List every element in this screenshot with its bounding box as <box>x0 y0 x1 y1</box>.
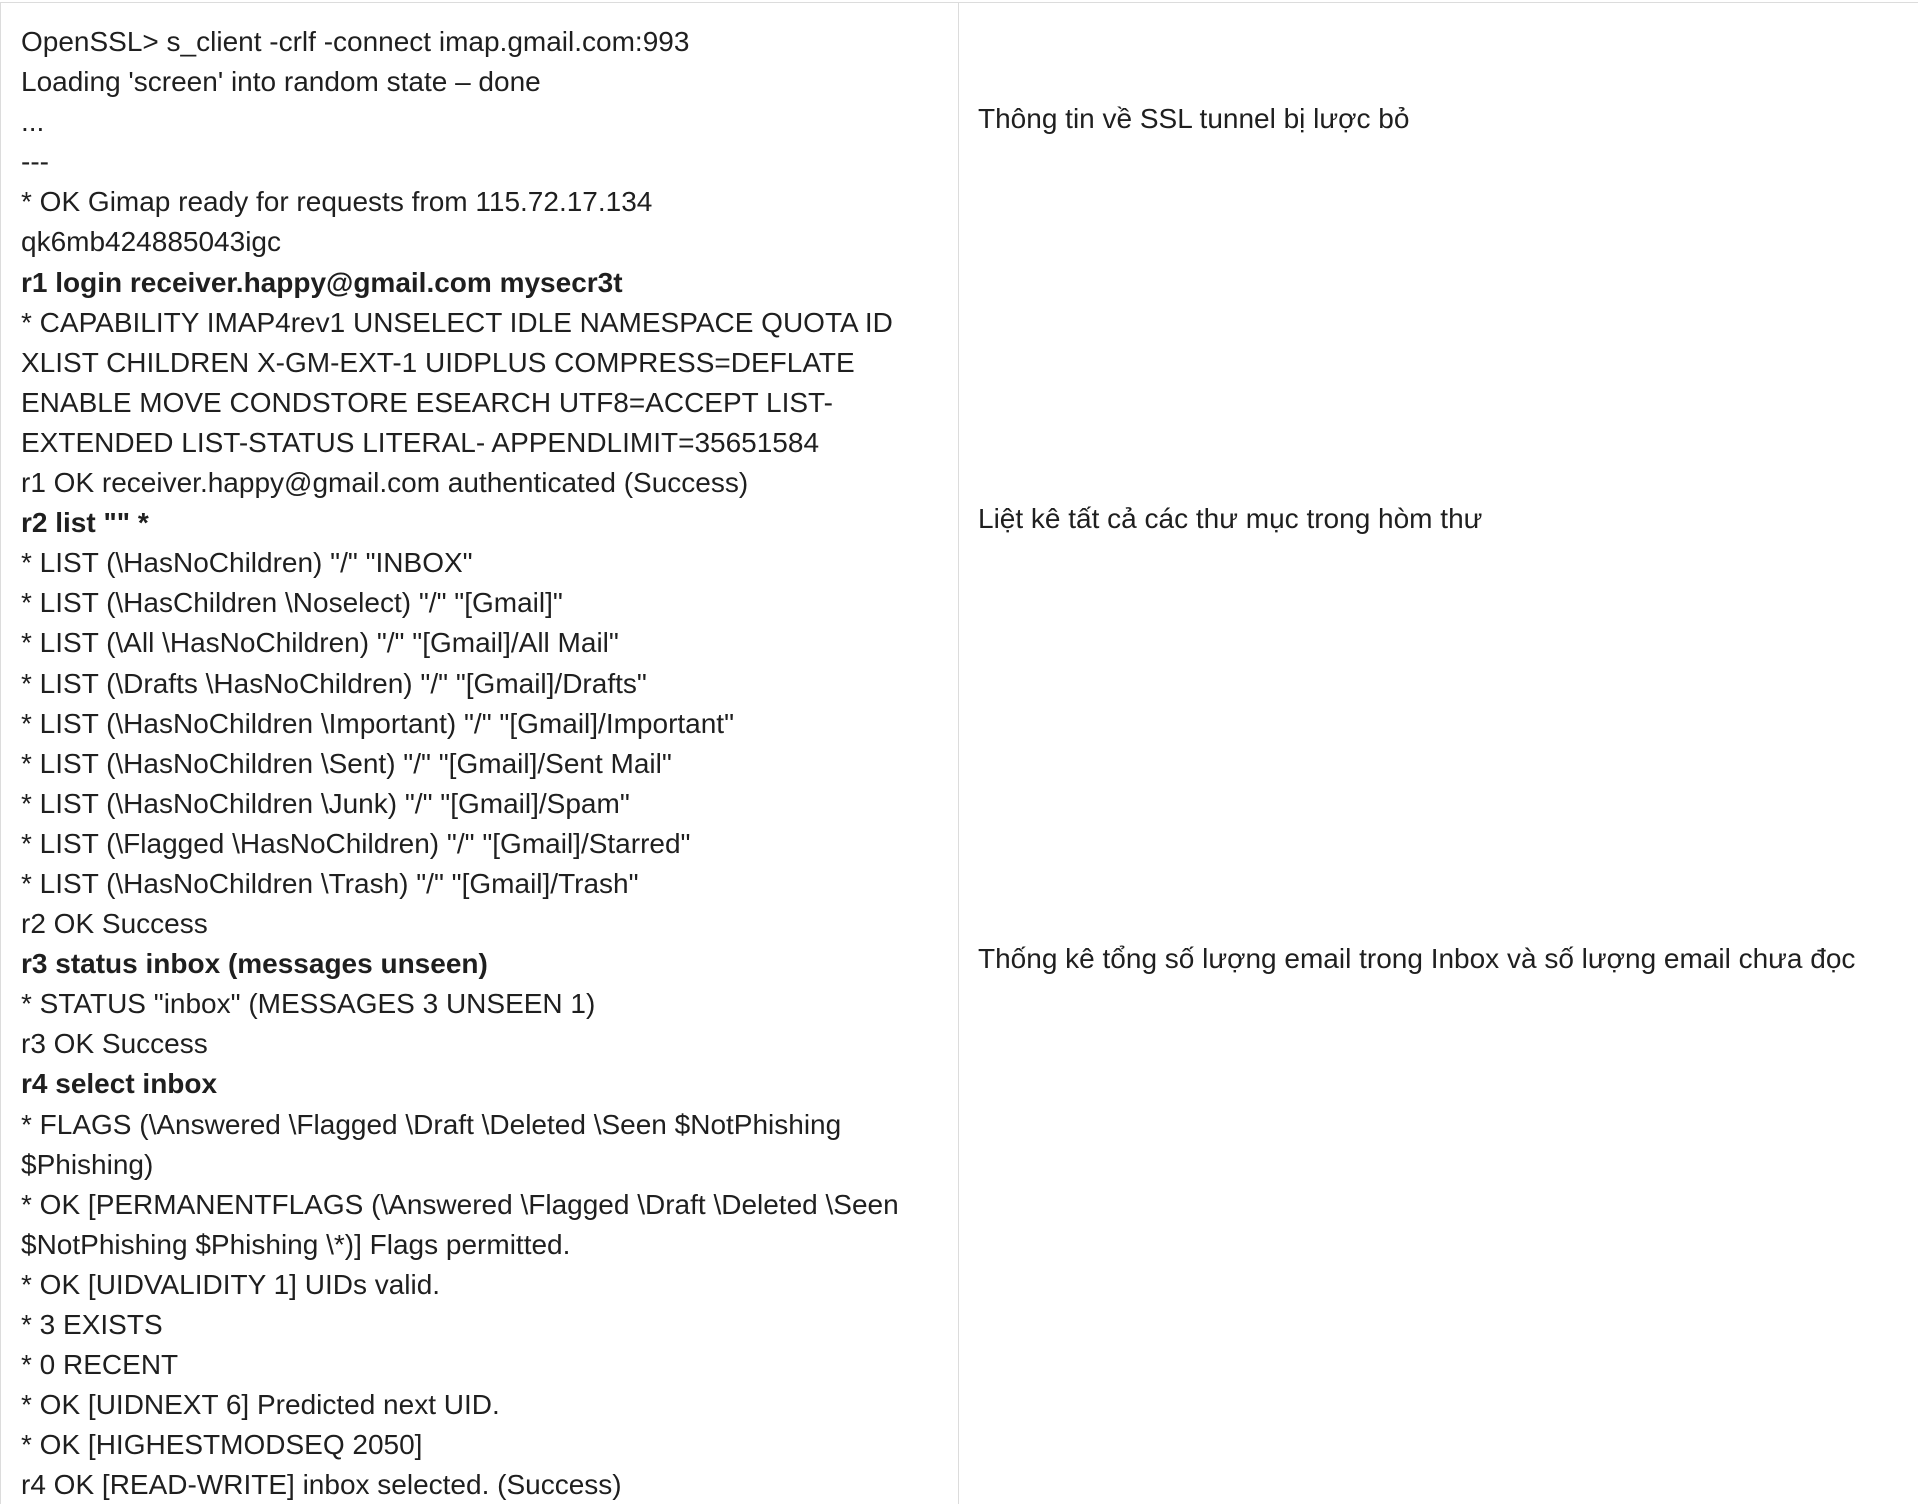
response-line: * STATUS "inbox" (MESSAGES 3 UNSEEN 1) <box>21 988 596 1020</box>
command-line: r4 select inbox <box>21 1068 218 1100</box>
command-line: r1 login receiver.happy@gmail.com mysecr3t <box>21 266 623 298</box>
response-line: --- <box>21 146 49 178</box>
response-line: ENABLE MOVE CONDSTORE ESEARCH UTF8=ACCEPT LIST- <box>21 386 833 418</box>
response-line: * LIST (\HasNoChildren \Important) "/" "[Gmail]/Important" <box>21 707 735 739</box>
response-line: XLIST CHILDREN X-GM-EXT-1 UIDPLUS COMPRESS=DEFLATE <box>21 346 855 378</box>
table-row <box>1 3 1918 1504</box>
response-line: * FLAGS (\Answered \Flagged \Draft \Deleted \Seen $NotPhishing <box>21 1108 842 1140</box>
response-line: * 3 EXISTS <box>21 1309 163 1340</box>
response-line: * LIST (\HasNoChildren) "/" "INBOX" <box>21 547 473 579</box>
annotation-cell <box>959 3 1918 1504</box>
response-line: * LIST (\All \HasNoChildren) "/" "[Gmail]/All Mail" <box>21 627 619 659</box>
response-line: * LIST (\Drafts \HasNoChildren) "/" "[Gmail]/Drafts" <box>21 667 647 699</box>
annotation-column <box>959 3 1918 1504</box>
response-line: * LIST (\HasNoChildren \Junk) "/" "[Gmail]/Spam" <box>21 787 630 819</box>
response-line: $NotPhishing $Phishing \*)] Flags permitted. <box>21 1228 571 1260</box>
command-line: r2 list "" * <box>21 507 149 539</box>
response-line: * LIST (\HasNoChildren \Sent) "/" "[Gmail]/Sent Mail" <box>21 747 672 779</box>
response-line: r2 OK Success <box>21 908 208 940</box>
response-line: Loading 'screen' into random state – done <box>21 66 541 98</box>
response-line: * LIST (\HasChildren \Noselect) "/" "[Gmail]" <box>21 587 563 619</box>
response-line: * OK [UIDNEXT 6] Predicted next UID. <box>21 1389 500 1421</box>
imap-transcript-table <box>0 2 1918 1504</box>
response-line: r3 OK Success <box>21 1028 208 1060</box>
note-ssl-omitted: Thông tin về SSL tunnel bị lược bỏ <box>978 103 1410 134</box>
response-line: * LIST (\HasNoChildren \Trash) "/" "[Gmail]/Trash" <box>21 867 639 899</box>
response-line: OpenSSL> s_client -crlf -connect imap.gmail.com:993 <box>21 26 690 57</box>
response-line: * OK [UIDVALIDITY 1] UIDs valid. <box>21 1268 441 1300</box>
response-line: * CAPABILITY IMAP4rev1 UNSELECT IDLE NAMESPACE QUOTA ID <box>21 306 893 338</box>
response-line: * OK [HIGHESTMODSEQ 2050] <box>21 1429 423 1461</box>
response-line: * OK Gimap ready for requests from 115.72.17.134 <box>21 186 653 218</box>
response-line: EXTENDED LIST-STATUS LITERAL- APPENDLIMIT=35651584 <box>21 426 820 458</box>
command-log <box>1 3 958 1504</box>
response-line: r4 OK [READ-WRITE] inbox selected. (Success) <box>21 1469 622 1501</box>
note-inbox-stats: Thống kê tổng số lượng email trong Inbox và số lượng email chưa đọc <box>978 943 1856 974</box>
response-line: qk6mb424885043igc <box>21 226 281 258</box>
response-line: * OK [PERMANENTFLAGS (\Answered \Flagged \Draft \Deleted \Seen <box>21 1188 899 1220</box>
response-line: $Phishing) <box>21 1148 154 1180</box>
response-line: ... <box>21 106 45 138</box>
command-line: r3 status inbox (messages unseen) <box>21 948 488 980</box>
command-log-cell <box>1 3 959 1504</box>
response-line: * 0 RECENT <box>21 1349 179 1381</box>
note-list-folders: Liệt kê tất cả các thư mục trong hòm thư <box>978 503 1483 534</box>
response-line: * LIST (\Flagged \HasNoChildren) "/" "[Gmail]/Starred" <box>21 827 691 859</box>
response-line: r1 OK receiver.happy@gmail.com authenticated (Success) <box>21 467 749 499</box>
